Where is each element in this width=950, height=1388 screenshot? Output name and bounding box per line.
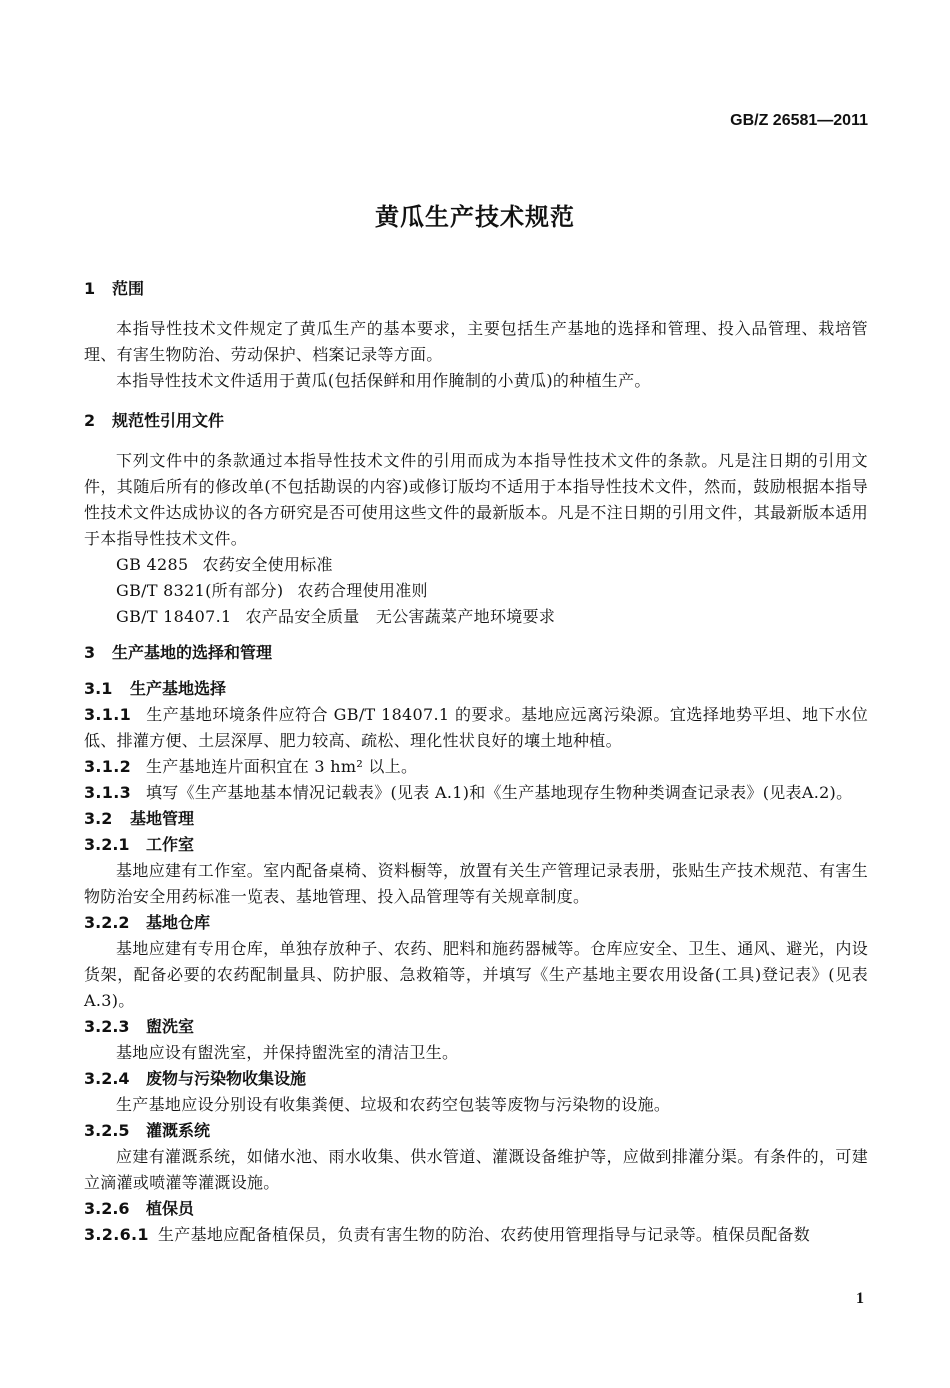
clause-heading	[84, 832, 868, 858]
clause-title: 灌溉系统	[146, 1121, 211, 1140]
document-body	[84, 276, 868, 1248]
clause-title: 工作室	[146, 835, 195, 854]
page-number: 1	[856, 1290, 864, 1307]
reference-code: GB 4285	[116, 555, 189, 574]
clause-heading	[84, 1066, 868, 1092]
clause-heading	[84, 1118, 868, 1144]
reference-title: 农产品安全质量 无公害蔬菜产地环境要求	[245, 607, 556, 626]
paragraph: 本指导性技术文件适用于黄瓜(包括保鲜和用作腌制的小黄瓜)的种植生产。	[116, 371, 651, 390]
paragraph: 基地应设有盥洗室，并保持盥洗室的清洁卫生。	[116, 1043, 459, 1062]
clause-number: 3.2.2	[84, 913, 130, 932]
subsection-title: 生产基地选择	[130, 679, 227, 698]
clause	[84, 1222, 868, 1248]
clause	[84, 780, 868, 806]
section-heading-scope	[84, 276, 868, 302]
paragraph: 基地应建有专用仓库，单独存放种子、农药、肥料和施药器械等。仓库应安全、卫生、通风、避光，内设货架，配备必要的农药配制量具、防护服、急救箱等，并填写《生产基地主要农用设备(工具)登记表》(见表 A.3)。	[84, 939, 868, 1010]
reference-code: GB/T 8321(所有部分)	[116, 581, 284, 600]
clause-text: 生产基地环境条件应符合 GB/T 18407.1 的要求。基地应远离污染源。宜选择地势平坦、地下水位低、排灌方便、土层深厚、肥力较高、疏松、理化性状良好的壤土地种植。	[84, 705, 868, 750]
clause-title: 植保员	[146, 1199, 195, 1218]
clause-number: 3.1.3	[84, 783, 132, 802]
clause-number: 3.1.1	[84, 705, 132, 724]
subsection-number: 3.2	[84, 809, 113, 828]
section-title: 规范性引用文件	[112, 411, 225, 430]
subsection-heading	[84, 806, 868, 832]
reference-title: 农药安全使用标准	[202, 555, 333, 574]
paragraph: 本指导性技术文件规定了黄瓜生产的基本要求，主要包括生产基地的选择和管理、投入品管理、栽培管理、有害生物防治、劳动保护、档案记录等方面。	[84, 319, 868, 364]
clause-title: 盥洗室	[146, 1017, 195, 1036]
section-number: 1	[84, 279, 96, 298]
section-number: 2	[84, 411, 96, 430]
clause-text: 生产基地应配备植保员，负责有害生物的防治、农药使用管理指导与记录等。植保员配备数	[158, 1225, 811, 1244]
section-heading-base-selection	[84, 640, 868, 666]
paragraph: 应建有灌溉系统，如储水池、雨水收集、供水管道、灌溉设备维护等，应做到排灌分渠。有条件的，可建立滴灌或喷灌等灌溉设施。	[84, 1147, 868, 1192]
paragraph: 生产基地应设分别设有收集粪便、垃圾和农药空包装等废物与污染物的设施。	[116, 1095, 671, 1114]
clause-number: 3.2.6.1	[84, 1225, 149, 1244]
clause-heading	[84, 910, 868, 936]
clause-title: 废物与污染物收集设施	[146, 1069, 307, 1088]
clause-number: 3.2.6	[84, 1199, 130, 1218]
clause-number: 3.2.4	[84, 1069, 130, 1088]
paragraph: 基地应建有工作室。室内配备桌椅、资料橱等，放置有关生产管理记录表册，张贴生产技术规范、有害生物防治安全用药标准一览表、基地管理、投入品管理等有关规章制度。	[84, 861, 868, 906]
reference-item	[84, 578, 868, 604]
reference-title: 农药合理使用准则	[297, 581, 428, 600]
reference-item	[84, 552, 868, 578]
document-title: 黄瓜生产技术规范	[375, 203, 575, 231]
paragraph: 下列文件中的条款通过本指导性技术文件的引用而成为本指导性技术文件的条款。凡是注日期的引用文件，其随后所有的修改单(不包括勘误的内容)或修订版均不适用于本指导性技术文件，然而，鼓励根据本指导性技术文件达成协议的各方研究是否可使用这些文件的最新版本。凡是不注日期的引用文件，其最新版本适用于本指导性技术文件。	[84, 451, 868, 548]
subsection-heading	[84, 676, 868, 702]
clause-number: 3.2.5	[84, 1121, 130, 1140]
clause	[84, 702, 868, 754]
clause-number: 3.1.2	[84, 757, 132, 776]
section-title: 生产基地的选择和管理	[112, 643, 273, 662]
reference-code: GB/T 18407.1	[116, 607, 232, 626]
subsection-number: 3.1	[84, 679, 113, 698]
clause-heading	[84, 1196, 868, 1222]
clause-heading	[84, 1014, 868, 1040]
clause-title: 基地仓库	[146, 913, 211, 932]
section-number: 3	[84, 643, 96, 662]
reference-item	[84, 604, 868, 630]
section-heading-normative-references	[84, 408, 868, 434]
section-title: 范围	[112, 279, 145, 298]
clause-number: 3.2.3	[84, 1017, 130, 1036]
clause	[84, 754, 868, 780]
subsection-title: 基地管理	[130, 809, 195, 828]
standard-code: GB/Z 26581—2011	[730, 112, 868, 129]
clause-number: 3.2.1	[84, 835, 130, 854]
clause-text: 填写《生产基地基本情况记载表》(见表 A.1)和《生产基地现存生物种类调查记录表》(见表A.2)。	[146, 783, 853, 802]
clause-text: 生产基地连片面积宜在 3 hm² 以上。	[146, 757, 418, 776]
